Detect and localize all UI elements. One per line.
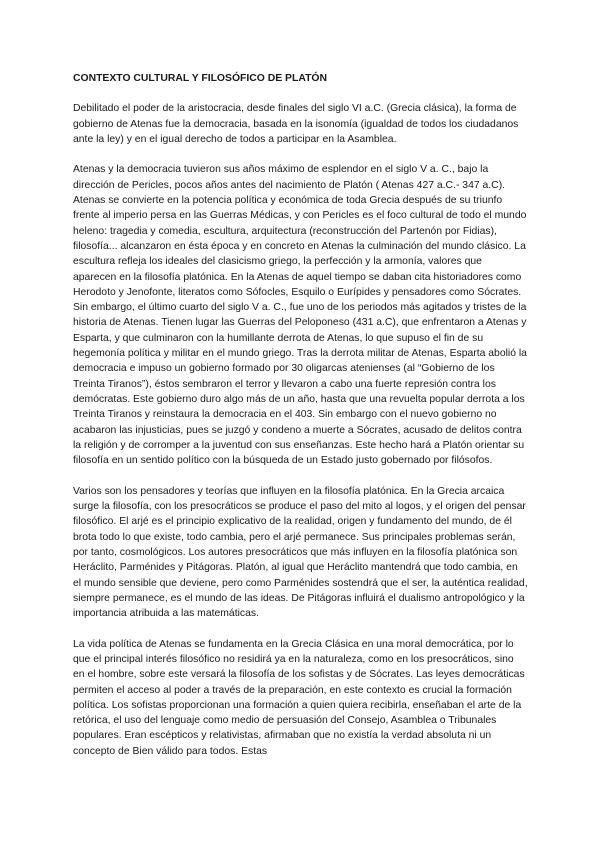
paragraph-politics: La vida política de Atenas se fundamenta en la Grecia Clásica en una moral democrática, por lo que el principal interés filosófico no residirá ya en la naturaleza, como en los presocráticos, sino en el hombre, sobre este versará la filosofía de los sofistas y de Sócrates. Las leyes democráticas permiten el acceso al poder a través de la preparación, en este contexto es crucial la formación política. Los sofistas proporcionan una formación a quien quiera recibirla, enseñaban el arte de la retórica, el uso del lenguaje como medio de persuasión del Consejo, Asamblea o Tribunales populares. Eran escépticos y relativistas, afirmaban que no existía la verdad absoluta ni un concepto de Bien válido para todos. Estas [73, 638, 525, 757]
paragraph-influences: Varios son los pensadores y teorías que influyen en la filosofía platónica. En la Grecia arcaica surge la filosofía, con los presocráticos se produce el paso del mito al logos, y el origen del pensar filosófico. El arjé es el principio explicativo de la realidad, origen y fundamento del mundo, de él brota todo lo que existe, todo cambia, pero el arjé permanece. Sus principales problemas serán, por tanto, cosmológicos. Los autores presocráticos que más influyen en la filosofía platónica son Heráclito, Parménides y Pitágoras. Platón, al igual que Heráclito mantendrá que todo cambia, en el mundo sensible que deviene, pero como Parménides sostendrá que el ser, la auténtica realidad, siempre permanece, es el mundo de las ideas. De Pitágoras influirá el dualismo antropológico y la importancia atribuida a las matemáticas. [73, 485, 528, 620]
document-body [73, 71, 528, 774]
paragraph-intro: Debilitado el poder de la aristocracia, desde finales del siglo VI a.C. (Grecia clásica), la forma de gobierno de Atenas fue la democracia, basada en la isonomía (igualdad de todos los ciudadanos ante la ley) y en el igual derecho de todos a participar en la Asamblea. [73, 103, 519, 145]
document-title: CONTEXTO CULTURAL Y FILOSÓFICO DE PLATÓN [73, 73, 328, 84]
paragraph-pericles: Atenas y la democracia tuvieron sus años máximo de esplendor en el siglo V a. C., bajo la dirección de Pericles, pocos años antes del nacimiento de Platón ( Atenas 427 a.C.- 347 a.C). Atenas se convierte en la potencia política y económica de toda Grecia después de su triunfo frente al imperio persa en las Guerras Médicas, y con Pericles es el foco cultural de todo el mundo heleno: tragedia y comedia, escultura, arquitectura (reconstrucción del Partenón por Fidias), filosofía... alcanzaron en ésta época y en concreto en Atenas la culminación del mundo clásico. La escultura refleja los ideales del clasicismo griego, la perfección y la armonía, valores que aparecen en la filosofía platónica. En la Atenas de aquel tiempo se daban cita historiadores como Herodoto y Jenofonte, literatos como Sófocles, Esquilo o Eurípides y pensadores como Sócrates. Sin embargo, el último cuarto del siglo V a. C., fue uno de los periodos más agitados y tristes de la historia de Atenas. Tienen lugar las Guerras del Peloponeso (431 a.C), que enfrentaron a Atenas y Esparta, y que culminaron con la humillante derrota de Atenas, lo que supuso el fin de su hegemonía política y militar en el mundo griego. Tras la derrota militar de Atenas, Esparta abolió la democracia e impuso un gobierno formado por 30 oligarcas atenienses (al “Gobierno de los Treinta Tiranos”), éstos sembraron el terror y llevaron a cabo una fuerte represión contra los demócratas. Este gobierno duro algo más de un año, hasta que una revuelta popular derrota a los Treinta Tiranos y reinstaura la democracia en el 403. Sin embargo con el nuevo gobierno no acabaron las injusticias, pues se juzgó y condeno a muerte a Sócrates, acusado de delitos contra la religión y de corromper a la juventud con sus enseñanzas. Este hecho hará a Platón orientar su filosofía en un sentido político con la búsqueda de un Estado justo gobernado por filósofos. [73, 164, 527, 467]
